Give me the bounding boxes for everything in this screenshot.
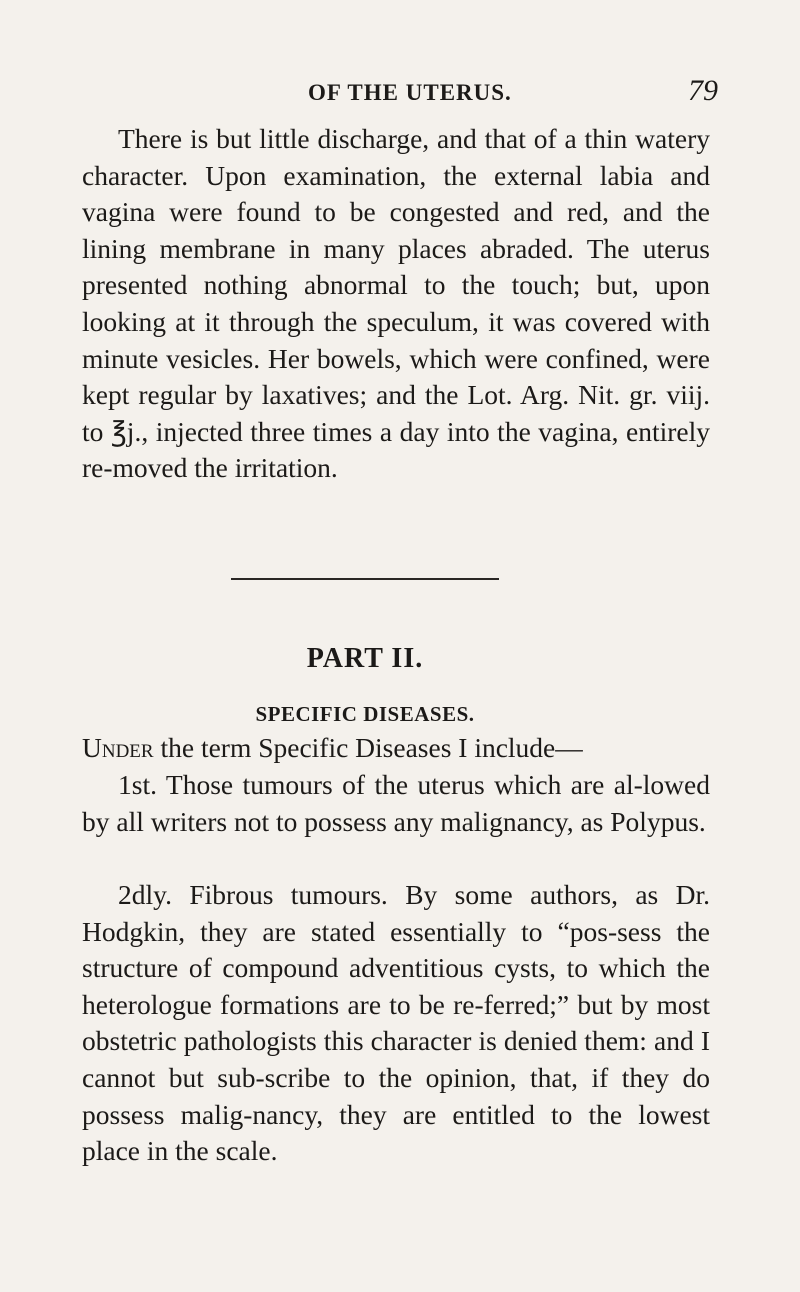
- section-divider-rule: [231, 578, 499, 580]
- first-item-paragraph: 1st. Those tumours of the uterus which are al-lowed by all writers not to possess any malignancy, as Polypus.: [82, 769, 710, 837]
- running-title: OF THE UTERUS.: [308, 80, 512, 105]
- intro-paragraph: [82, 730, 710, 767]
- page-number: 79: [688, 74, 718, 107]
- section-heading: SPECIFIC DISEASES.: [255, 702, 475, 726]
- second-item-paragraph: 2dly. Fibrous tumours. By some authors, as Dr. Hodgkin, they are stated essentially to “pos-sess the structure of compound adventitious cysts, to which the heterologue formations are to be re-ferred;” but by most obstetric pathologists this character is denied them: and I cannot but sub-scribe to the opinion, that, if they do possess malig-nancy, they are entitled to the lowest place in the scale.: [82, 879, 710, 1167]
- intro-lead-word: Under: [82, 732, 154, 763]
- part-heading: PART II.: [306, 643, 424, 674]
- running-head: [112, 74, 718, 110]
- intro-text: the term Specific Diseases I include—: [153, 732, 583, 763]
- case-paragraph: There is but little discharge, and that of a thin watery character. Upon examination, the external labia and vagina were found to be congested and red, and the lining membrane in many places abraded. The uterus presented nothing abnormal to the touch; but, upon looking at it through the speculum, it was covered with minute vesicles. Her bowels, which were confined, were kept regular by laxatives; and the Lot. Arg. Nit. gr. viij. to ℥j., injected three times a day into the vagina, entirely re-moved the irritation.: [82, 123, 710, 484]
